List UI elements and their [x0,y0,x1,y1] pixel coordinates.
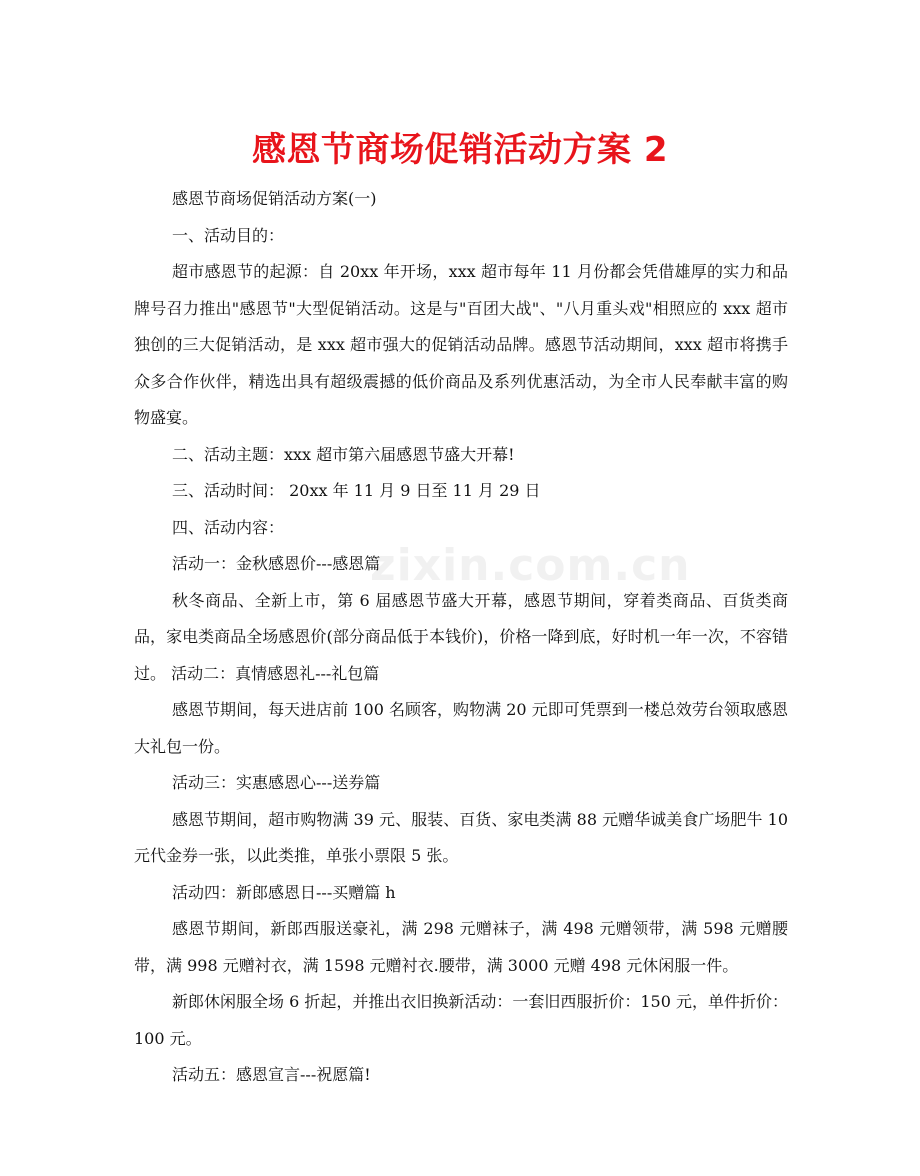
paragraph-subtitle: 感恩节商场促销活动方案(一) [172,189,377,208]
paragraph-activity-3-body: 感恩节期间，超市购物满 39 元、服装、百货、家电类满 88 元赠华诚美食广场肥牛 10 元代金券一张，以此类推，单张小票限 5 张。 [134,809,788,865]
paragraph-activity-5-heading: 活动五：感恩宣言---祝愿篇! [172,1065,371,1084]
paragraph-activity-4-extra: 新郎休闲服全场 6 折起，并推出衣旧换新活动：一套旧西服折价：150 元，单件折价：100 元。 [134,992,788,1048]
paragraph-activity-3-heading: 活动三：实惠感恩心---送券篇 [172,773,381,792]
paragraph-activity-4-body: 感恩节期间，新郎西服送豪礼，满 298 元赠袜子，满 498 元赠领带，满 598 元赠腰带，满 998 元赠衬衣，满 1598 元赠衬衣.腰带，满 3000 元赠 498 元休闲服一件。 [134,919,788,975]
paragraph-activity-1-heading: 活动一：金秋感恩价---感恩篇 [172,554,381,573]
paragraph-activity-2-body: 感恩节期间，每天进店前 100 名顾客，购物满 20 元即可凭票到一楼总效劳台领取感恩大礼包一份。 [134,700,788,756]
document-body [134,181,788,1094]
paragraph-section-purpose: 一、活动目的： [172,225,285,245]
document-title: 感恩节商场促销活动方案 2 [252,130,668,170]
paragraph-activity-1-body: 秋冬商品、全新上市，第 6 届感恩节盛大开幕，感恩节期间，穿着类商品、百货类商品，家电类商品全场感恩价(部分商品低于本钱价)，价格一降到底，好时机一年一次，不容错过。 活动二：真情感恩礼---礼包篇 [134,590,788,683]
watermark: zixin.com.cn [370,540,691,591]
paragraph-activity-4-heading: 活动四：新郎感恩日---买赠篇 h [172,882,396,902]
paragraph-section-time: 三、活动时间： 20xx 年 11 月 9 日至 11 月 29 日 [172,481,541,500]
paragraph-section-theme: 二、活动主题：xxx 超市第六届感恩节盛大开幕! [172,444,515,464]
paragraph-section-content: 四、活动内容： [172,517,285,537]
paragraph-origin: 超市感恩节的起源：自 20xx 年开场，xxx 超市每年 11 月份都会凭借雄厚的实力和品牌号召力推出"感恩节"大型促销活动。这是与"百团大战"、"八月重头戏"相照应的 xxx 超市独创的三大促销活动，是 xxx 超市强大的促销活动品牌。感恩节活动期间，xxx 超市将携手众多合作伙伴，精选出具有超级震撼的低价商品及系列优惠活动，为全市人民奉献丰富的购物盛宴。 [134,262,788,427]
